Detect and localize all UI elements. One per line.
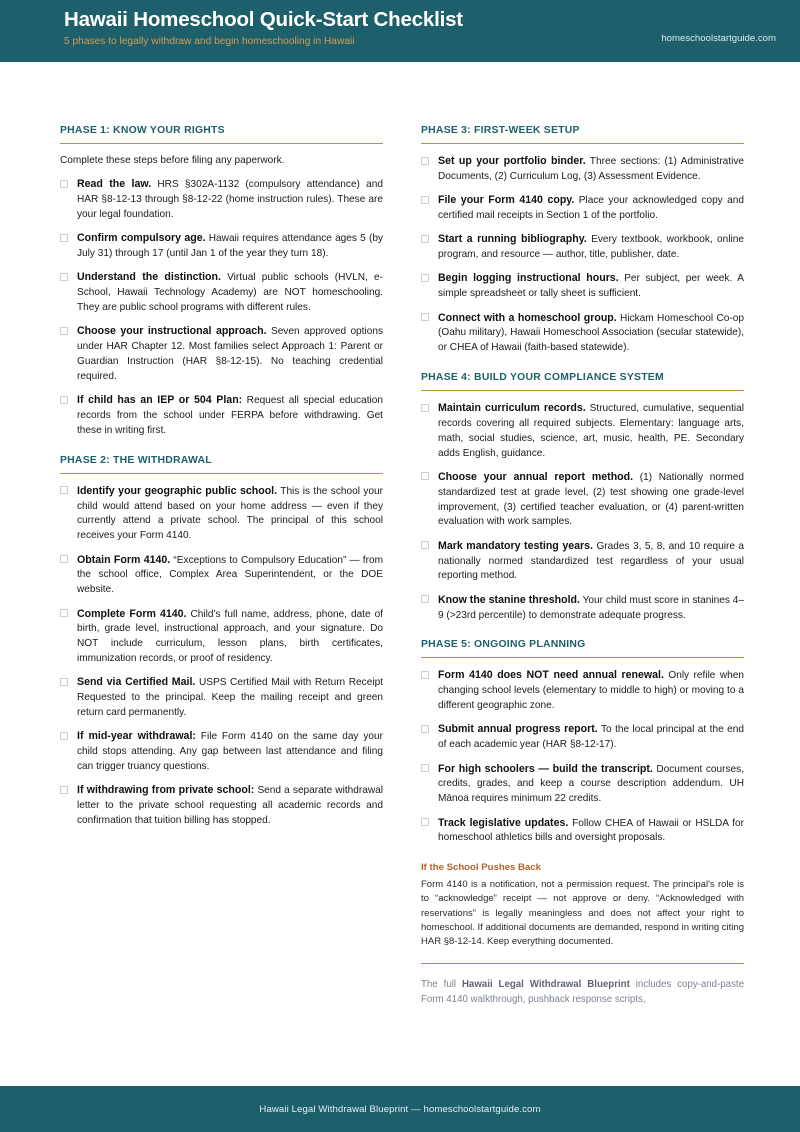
checkbox-icon[interactable] bbox=[421, 595, 429, 603]
promo-suffix: includes copy-and-paste Form 4140 walkthrough, pushback response scripts, bbox=[421, 979, 744, 1006]
checklist-item-text: This is the school your child would attend based on your home address — even if they currently attend a private school. The principal of this school receives your Form 4140. bbox=[77, 485, 383, 542]
checklist-item-text: (1) Nationally normed standardized test at grade level, (2) test showing one grade-level improvement, (3) certified teacher evaluation, or (4) parent-written evaluation with work samples. bbox=[438, 471, 744, 528]
checklist-item[interactable] bbox=[60, 231, 383, 262]
phase-heading: PHASE 5: ONGOING PLANNING bbox=[421, 639, 586, 651]
checklist-item-text: Send a separate withdrawal letter to the private school requesting all academic records and confirmation that tuition billing has stopped. bbox=[77, 785, 383, 826]
phase-block-phase-1-know-your-rights bbox=[60, 125, 383, 439]
checkbox-icon[interactable] bbox=[60, 732, 68, 740]
checklist-item[interactable] bbox=[60, 553, 383, 598]
checkbox-icon[interactable] bbox=[60, 609, 68, 617]
phase-block-phase-5-ongoing-planning bbox=[421, 639, 744, 846]
page-header bbox=[0, 0, 800, 62]
phase-heading: PHASE 2: THE WITHDRAWAL bbox=[60, 454, 212, 466]
checklist-item[interactable] bbox=[421, 816, 744, 847]
checklist-item-text: File Form 4140 on the same day your child stops attending. Any gap between last attendance and filing can trigger truancy questions. bbox=[77, 731, 383, 772]
checklist-item[interactable] bbox=[421, 539, 744, 584]
checklist-item[interactable] bbox=[421, 762, 744, 807]
checklist-item[interactable] bbox=[60, 729, 383, 774]
checklist-item-lead: If mid-year withdrawal: bbox=[77, 730, 196, 743]
checklist-item-text: “Exceptions to Compulsory Education” — from the school office, Complex Area Superintendent, or the DOE website. bbox=[77, 554, 383, 596]
checklist-item-lead: Submit annual progress report. bbox=[438, 723, 598, 736]
checklist-item[interactable] bbox=[421, 154, 744, 185]
document-body bbox=[0, 62, 800, 1086]
checklist-item-text: Only refile when changing school levels (elementary to middle to high) or moving to a different geographic zone. bbox=[438, 670, 744, 712]
checklist-item-lead: Maintain curriculum records. bbox=[438, 402, 586, 415]
checklist-item-lead: Begin logging instructional hours. bbox=[438, 272, 619, 285]
checkbox-icon[interactable] bbox=[421, 157, 429, 165]
phase-block-phase-4-build-your-compliance-system bbox=[421, 372, 744, 623]
checklist-item-lead: For high schoolers — build the transcript. bbox=[438, 762, 653, 775]
page-title: Hawaii Homeschool Quick-Start Checklist bbox=[64, 8, 463, 31]
checklist-item-text: Follow CHEA of Hawaii or HSLDA for homeschool athletics bills and oversight proposals. bbox=[438, 817, 744, 844]
checkbox-icon[interactable] bbox=[421, 818, 429, 826]
checkbox-icon[interactable] bbox=[421, 274, 429, 282]
phase-divider bbox=[60, 473, 383, 474]
checkbox-icon[interactable] bbox=[60, 327, 68, 335]
phase-block-phase-3-first-week-setup bbox=[421, 125, 744, 356]
checkbox-icon[interactable] bbox=[60, 396, 68, 404]
checklist-item-lead: Send via Certified Mail. bbox=[77, 676, 196, 689]
checklist-item-lead: Complete Form 4140. bbox=[77, 607, 187, 620]
checklist-item[interactable] bbox=[60, 484, 383, 544]
checklist-item-lead: Form 4140 does NOT need annual renewal. bbox=[438, 669, 664, 682]
checklist-item[interactable] bbox=[421, 593, 744, 624]
checklist-item[interactable] bbox=[421, 722, 744, 753]
checkbox-icon[interactable] bbox=[421, 313, 429, 321]
checklist-item[interactable] bbox=[60, 393, 383, 438]
checklist-item-text: To the local principal at the end of each academic year (HAR §8-12-17). bbox=[438, 724, 745, 751]
checklist-item-lead: If withdrawing from private school: bbox=[77, 784, 255, 797]
checklist-item-text: Document courses, credits, grades, and keep a course description addendum. UH Mānoa requires minimum 22 credits. bbox=[438, 763, 744, 805]
checklist bbox=[421, 401, 744, 623]
phase-divider bbox=[421, 390, 744, 391]
checklist-item-text: Place your acknowledged copy and certified mail receipts in Section 1 of the portfolio. bbox=[438, 195, 744, 221]
checklist-item[interactable] bbox=[421, 271, 744, 302]
checklist-item[interactable] bbox=[421, 401, 744, 461]
checklist-item-text: Seven approved options under HAR Chapter 12. Most families select Approach 1: Parent or Guardian Instruction (HAR §8-12-15). No teaching credential required. bbox=[77, 326, 383, 382]
checklist-item[interactable] bbox=[60, 607, 383, 667]
checklist-item-text: Your child must score in stanines 4–9 (>23rd percentile) to demonstrate adequate progress. bbox=[438, 594, 744, 621]
checklist-item-text: Virtual public schools (HVLN, e-School, Hawaii Technology Academy) are NOT homeschooling. They are public school programs with different rules. bbox=[77, 272, 383, 314]
checklist-item[interactable] bbox=[60, 177, 383, 222]
checkbox-icon[interactable] bbox=[60, 678, 68, 686]
checklist-item-lead: Choose your instructional approach. bbox=[77, 325, 267, 338]
checklist-item-lead: Start a running bibliography. bbox=[438, 233, 587, 246]
checklist-item-text: USPS Certified Mail with Return Receipt Requested to the principal. Keep the mailing receipt and green return card permanently. bbox=[77, 677, 383, 719]
page-subtitle: 5 phases to legally withdraw and begin homeschooling in Hawaii bbox=[64, 35, 355, 47]
checklist-item[interactable] bbox=[421, 311, 744, 356]
callout-heading: If the School Pushes Back bbox=[421, 862, 541, 874]
checklist bbox=[60, 484, 383, 829]
checklist-item[interactable] bbox=[60, 675, 383, 720]
phase-divider bbox=[421, 143, 744, 144]
page-footer bbox=[0, 1086, 800, 1132]
checklist-item-lead: Obtain Form 4140. bbox=[77, 553, 171, 566]
checkbox-icon[interactable] bbox=[421, 541, 429, 549]
callout-body-text: Form 4140 is a notification, not a permission request. The principal's role is to “acknowledge” receipt — not approve or deny. “Acknowledged with reservations” is legally meaningless and does not affect your right to homeschool. If additional documents are demanded, respond in writing citing HAR §8-12-14. Keep everything documented. bbox=[421, 879, 744, 948]
phase-divider bbox=[60, 143, 383, 144]
checklist-item[interactable] bbox=[421, 668, 744, 713]
checklist-item-lead: Identify your geographic public school. bbox=[77, 484, 278, 497]
checklist-item-lead: Read the law. bbox=[77, 178, 152, 191]
checklist-item-lead: Know the stanine threshold. bbox=[438, 593, 580, 606]
checklist-item-text: Three sections: (1) Administrative Documents, (2) Curriculum Log, (3) Assessment Evidence. bbox=[438, 156, 744, 182]
checklist-item-lead: Set up your portfolio binder. bbox=[438, 155, 586, 167]
checkbox-icon[interactable] bbox=[60, 273, 68, 281]
phase-block-phase-2-the-withdrawal bbox=[60, 455, 383, 829]
checklist-item-text: Per subject, per week. A simple spreadsheet or tally sheet is sufficient. bbox=[438, 273, 744, 300]
checklist-item[interactable] bbox=[60, 324, 383, 384]
checklist-item[interactable] bbox=[60, 270, 383, 315]
phase-heading: PHASE 1: KNOW YOUR RIGHTS bbox=[60, 125, 225, 136]
checklist-item-lead: Mark mandatory testing years. bbox=[438, 539, 593, 552]
checklist-item-lead: Connect with a homeschool group. bbox=[438, 311, 617, 324]
checkbox-icon[interactable] bbox=[421, 472, 429, 480]
checkbox-icon[interactable] bbox=[60, 234, 68, 242]
phase-intro-text: Complete these steps before filing any paperwork. bbox=[60, 155, 285, 166]
checklist-item-lead: File your Form 4140 copy. bbox=[438, 194, 575, 207]
checklist-item-text: HRS §302A-1132 (compulsory attendance) and HAR §8-12-13 through §8-12-22 (home instruction rules). These are your legal foundation. bbox=[77, 179, 383, 220]
checklist-item-lead: Track legislative updates. bbox=[438, 816, 569, 829]
pushback-callout bbox=[421, 862, 744, 949]
checklist-item-lead: Understand the distinction. bbox=[77, 271, 221, 284]
right-column bbox=[421, 125, 744, 1008]
left-column bbox=[60, 125, 383, 829]
promo-divider bbox=[421, 963, 744, 964]
checklist-item-text: Hawaii requires attendance ages 5 (by July 31) through 17 (until Jan 1 of the year they turn 18). bbox=[77, 233, 383, 260]
promo-prefix: The full bbox=[421, 979, 462, 991]
checkbox-icon[interactable] bbox=[421, 764, 429, 772]
checklist bbox=[421, 154, 744, 356]
header-site-url: homeschoolstartguide.com bbox=[661, 33, 776, 44]
checklist-item[interactable] bbox=[421, 193, 744, 224]
checklist-item-lead: Confirm compulsory age. bbox=[77, 232, 206, 245]
checkbox-icon[interactable] bbox=[421, 196, 429, 204]
phase-heading: PHASE 4: BUILD YOUR COMPLIANCE SYSTEM bbox=[421, 372, 664, 384]
checklist-item-text: Structured, cumulative, sequential records covering all required subjects. Elementary: language arts, math, social studies, science, art, music, health, PE. Secondary adds English, guidance. bbox=[438, 403, 744, 459]
phase-heading: PHASE 3: FIRST-WEEK SETUP bbox=[421, 125, 580, 136]
promo-product-name: Hawaii Legal Withdrawal Blueprint bbox=[461, 979, 630, 991]
promo-text bbox=[421, 978, 744, 1007]
footer-text: Hawaii Legal Withdrawal Blueprint — homeschoolstartguide.com bbox=[259, 1103, 541, 1115]
checklist-item-lead: If child has an IEP or 504 Plan: bbox=[77, 394, 243, 407]
checklist-item[interactable] bbox=[421, 470, 744, 530]
checklist bbox=[60, 177, 383, 438]
checkbox-icon[interactable] bbox=[60, 180, 68, 188]
checkbox-icon[interactable] bbox=[421, 671, 429, 679]
checkbox-icon[interactable] bbox=[421, 725, 429, 733]
checkbox-icon[interactable] bbox=[421, 404, 429, 412]
checklist-item[interactable] bbox=[60, 783, 383, 828]
checklist-item-text: Every textbook, workbook, online program, and resource — author, title, publisher, date. bbox=[438, 234, 744, 261]
checklist-item-text: Request all special education records from the school under FERPA before withdrawing. Get these in writing first. bbox=[77, 395, 383, 436]
checkbox-icon[interactable] bbox=[60, 555, 68, 563]
checkbox-icon[interactable] bbox=[60, 486, 68, 494]
checklist-item[interactable] bbox=[421, 232, 744, 263]
phase-divider bbox=[421, 657, 744, 658]
checkbox-icon[interactable] bbox=[60, 786, 68, 794]
checklist-item-text: Child’s full name, address, phone, date of birth, grade level, instructional approach, and your signature. Do NOT include curriculum, lesson plans, birth certificates, immunization records, or proof of residency. bbox=[77, 608, 383, 665]
checklist bbox=[421, 668, 744, 846]
checklist-item-lead: Choose your annual report method. bbox=[438, 470, 634, 483]
checklist-item-text: Hickam Homeschool Co-op (Oahu military), Hawaii Homeschool Association (secular statewide), or CHEA of Hawaii (faith-based statewide). bbox=[438, 312, 744, 354]
checkbox-icon[interactable] bbox=[421, 235, 429, 243]
checklist-item-text: Grades 3, 5, 8, and 10 require a nationally normed standardized test regardless of your usual reporting method. bbox=[438, 540, 744, 582]
